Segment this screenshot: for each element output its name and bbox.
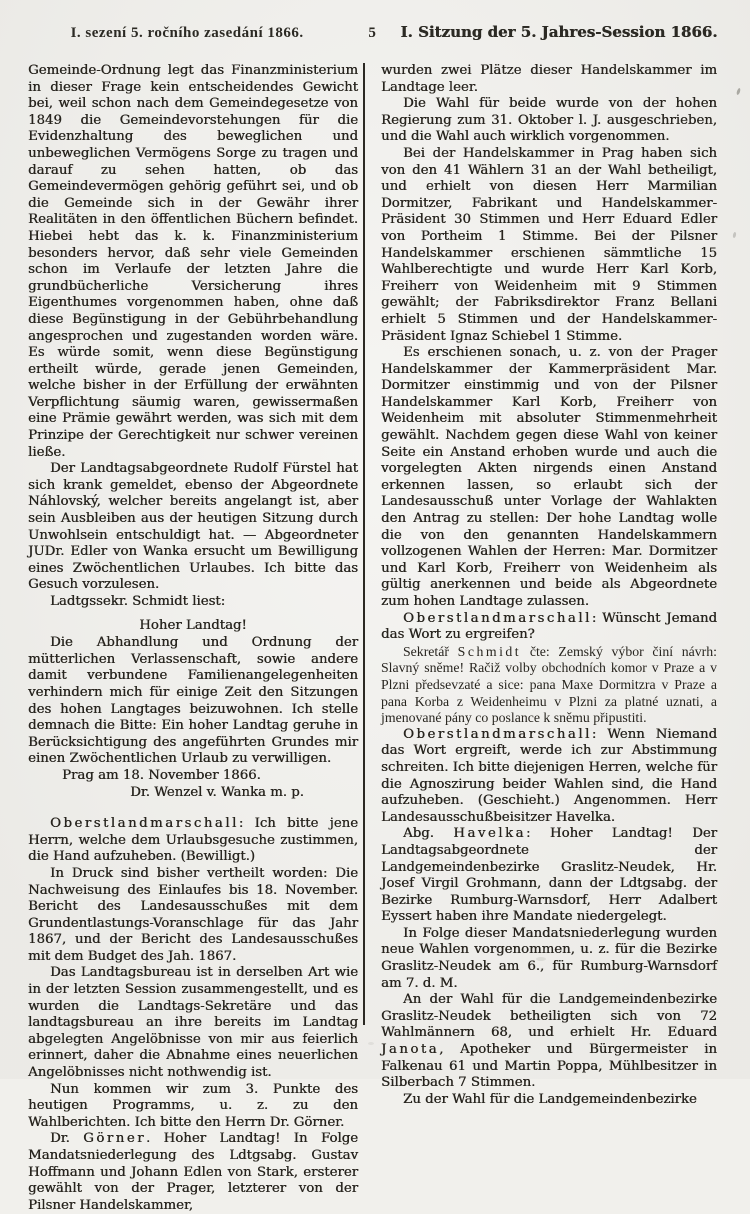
paragraph: Zu der Wahl für die Landgemeindenbezirke <box>403 1091 697 1107</box>
running-head-german: I. Sitzung der 5. Jahres-Session 1866. <box>400 23 718 41</box>
paragraph: Die Wahl für beide wurde von der hohen Regierung zum 31. Oktober l. J. ausgeschrieben, und die Wahl auch wirklich vorgenommen. <box>381 96 717 145</box>
paragraph: Oberstlandmarschall: Ich bitte jene Herrn, welche dem Urlaubsgesuche zustimmen, die Hand aufzuheben. (Bewilligt.) <box>28 816 358 865</box>
paragraph: An der Wahl für die Landgemeindenbezirke Graslitz-Neudek betheiligten sich von 72 Wahlmännern 68, und erhielt Hr. Eduard Janota, Apotheker und Bürgermeister in Falkenau 61 und Martin Poppa, Mühlbesitzer in Silberbach 7 Stimmen. <box>381 992 717 1091</box>
scan-speck <box>536 957 546 961</box>
paragraph: Das Landtagsbureau ist in derselben Art wie in der letzten Session zusammengestellt, und es wurden die Landtags-Sekretäre und das landtagsbureau an ihre bereits im Landtag abgelegten Angelöbnisse von mir aus feierlich erinnert, daher die Abnahme eines neuerlichen Angelöbnisses nicht nothwendig ist. <box>28 965 358 1081</box>
letterspaced-name: Görner <box>83 1131 146 1147</box>
paragraph: Bei der Handelskammer in Prag haben sich von den 41 Wählern 31 an der Wahl betheiligt, und erhielt von diesen Herr Marmilian Dormitzer, Fabrikant und Handelskammer-Präsident 30 Stimmen und Herr Eduard Edler von Portheim 1 Stimme. Bei der Pilsner Handelskammer erschienen sämmtliche 15 Wahlberechtigte und wurde Herr Karl Korb, Freiherr von Weidenheim mit 9 Stimmen gewählt; der Fabriksdirektor Franz Bellani erhielt 5 Stimmen und der Handelskammer-Präsident Ignaz Schiebel 1 Stimme. <box>381 145 717 344</box>
page-number: 5 <box>368 25 376 41</box>
paragraph: Hoher Landtag! <box>139 617 247 633</box>
paragraph: Der Landtagsabgeordnete Rudolf Fürstel hat sich krank gemeldet, ebenso der Abgeordnete Náhlovský, welcher bereits angelangt ist, aber sein Ausbleiben aus der heutigen Sitzung durch Unwohlsein entschuldigt hat. — Abgeordneter JUDr. Edler von Wanka ersucht um Bewilligung eines Zwöchentlichen Urlaubes. Ich bitte das Gesuch vorzulesen. <box>28 461 358 593</box>
paragraph: Sekretář Schmidt čte: Zemský výbor činí návrh: Slavný sněme! Račiž volby obchodních komor v Praze a v Plzni předsevzaté a sice: pana Maxe Dormitzra v Praze a pana Korba z Weidenheimu v Plzni za platné uznati, a jmenované pány co poslance k sněmu připustiti. <box>381 643 717 726</box>
paragraph: Es erschienen sonach, u. z. von der Prager Handelskammer der Kammerpräsident Mar. Dormitzer einstimmig und von der Pilsner Handelskammer Karl Korb, Freiherr von Weidenheim mit absoluter Stimmenmehrheit gewählt. Nachdem gegen diese Wahl von keiner Seite ein Anstand erhoben wurde und auch die vorgelegten Akten nirgends einen Anstand erkennen lassen, so erlaubt sich der Landesausschuß unter Vorlage der Wahlakten den Antrag zu stellen: Der hohe Landtag wolle die von den genannten Handelskammern vollzogenen Wahlen der Herren: Mar. Dormitzer und Karl Korb, Freiherr von Weidenheim als gültig anerkennen und beide als Abgeordnete zum hohen Landtage zulassen. <box>381 345 717 609</box>
letterspaced-name: Janota <box>381 1042 440 1058</box>
letterspaced-name: Oberstlandmarschall <box>403 726 592 742</box>
scan-speck <box>368 1042 374 1045</box>
paragraph: In Druck sind bisher vertheilt worden: Die Nachweisung des Einlaufes bis 18. November. Bericht des Landesausschußes mit dem Grundentlastungs-Voranschlage für das Jahr 1867, und der Bericht des Landesausschußes mit dem Budget des Jah. 1867. <box>28 865 358 964</box>
left-column <box>28 63 359 1213</box>
running-head <box>28 23 720 42</box>
paragraph: Die Abhandlung und Ordnung der mütterlichen Verlassenschaft, sowie andere damit verbundene Familienangelegenheiten verhindern mich für einige Zeit den Sitzungen des hohen Langtages beizuwohnen. Ich stelle demnach die Bitte: Ein hoher Landtag geruhe in Berücksichtigung des angeführten Grundes mir einen Zwöchentlichen Urlaub zu verwilligen. <box>28 635 358 767</box>
letterspaced-name: Schmidt <box>457 643 522 659</box>
text-body <box>28 63 750 1213</box>
paragraph: Nun kommen wir zum 3. Punkte des heutigen Programms, u. z. zu den Wahlberichten. Ich bitte den Herrn Dr. Görner. <box>28 1081 358 1130</box>
paragraph: Dr. Wenzel v. Wanka m. p. <box>130 784 304 800</box>
letterspaced-name: Oberstlandmarschall <box>50 816 239 832</box>
letterspaced-name: Oberstlandmarschall <box>403 610 592 626</box>
paragraph: In Folge dieser Mandatsniederlegung wurden neue Wahlen vorgenommen, u. z. für die Bezirke Graslitz-Neudek am 6., für Rumburg-Warnsdorf am 7. d. M. <box>381 925 717 991</box>
paragraph: Dr. Görner. Hoher Landtag! In Folge Mandatsniederlegung des Ldtgsabg. Gustav Hoffmann und Johann Edlen von Stark, ersterer gewählt von der Prager, letzterer von der Pilsner Handelskammer, <box>28 1131 359 1213</box>
right-column <box>381 63 717 1107</box>
column-divider <box>363 63 365 1025</box>
paragraph: Gemeinde-Ordnung legt das Finanzministerium in dieser Frage kein entscheidendes Gewicht bei, weil schon nach dem Gemeindegesetze von 1849 die Gemeindevorstehungen für die Evidenzhaltung des beweglichen und unbeweglichen Vermögens Sorge zu tragen und darauf zu sehen hatten, ob das Gemeindevermögen gehörig geführt sei, und ob die Gemeinde sich in der Gewähr ihrer Realitäten in den öffentlichen Büchern befindet. Hiebei hebt das k. k. Finanzministerium besonders hervor, daß sehr viele Gemeinden schon im Verlaufe der letzten Jahre die grundbücherliche Versicherung ihres Eigenthumes vorgenommen haben, ohne daß diese Begünstigung in der Gebührbehandlung angesprochen und zugestanden worden wäre. Es würde somit, wenn diese Begünstigung ertheilt würde, gerade jenen Gemeinden, welche bisher in der Erfüllung der erwähnten Verpflichtung säumig waren, gewissermaßen eine Prämie gewährt werden, was sich mit dem Prinzipe der Gerechtigkeit nur schwer vereinen ließe. <box>28 63 358 460</box>
paragraph: Oberstlandmarschall: Wenn Niemand das Wort ergreift, werde ich zur Abstimmung schreiten. Ich bitte diejenigen Herren, welche für die Agnoszirung beider Wahlen sind, die Hand aufzuheben. (Geschieht.) Angenommen. Herr Landesausschußbeisitzer Havelka. <box>381 726 717 825</box>
paragraph: Ladtgssekr. Schmidt liest: <box>50 594 226 609</box>
running-head-czech: I. sezení 5. ročního zasedání 1866. <box>70 25 304 41</box>
paragraph: wurden zwei Plätze dieser Handelskammer im Landtage leer. <box>381 63 717 95</box>
paragraph: Abg. Havelka: Hoher Landtag! Der Landtagsabgeordnete der Landgemeindenbezirke Graslitz-Neudek, Hr. Josef Virgil Grohmann, dann der Ldtgsabg. der Bezirke Rumburg-Warnsdorf, Herr Adalbert Eyssert haben ihre Mandate niedergelegt. <box>381 826 717 925</box>
paragraph: Prag am 18. November 1866. <box>62 767 261 783</box>
paragraph: Oberstlandmarschall: Wünscht Jemand das Wort zu ergreifen? <box>381 610 717 643</box>
letterspaced-name: Havelka <box>453 826 526 842</box>
